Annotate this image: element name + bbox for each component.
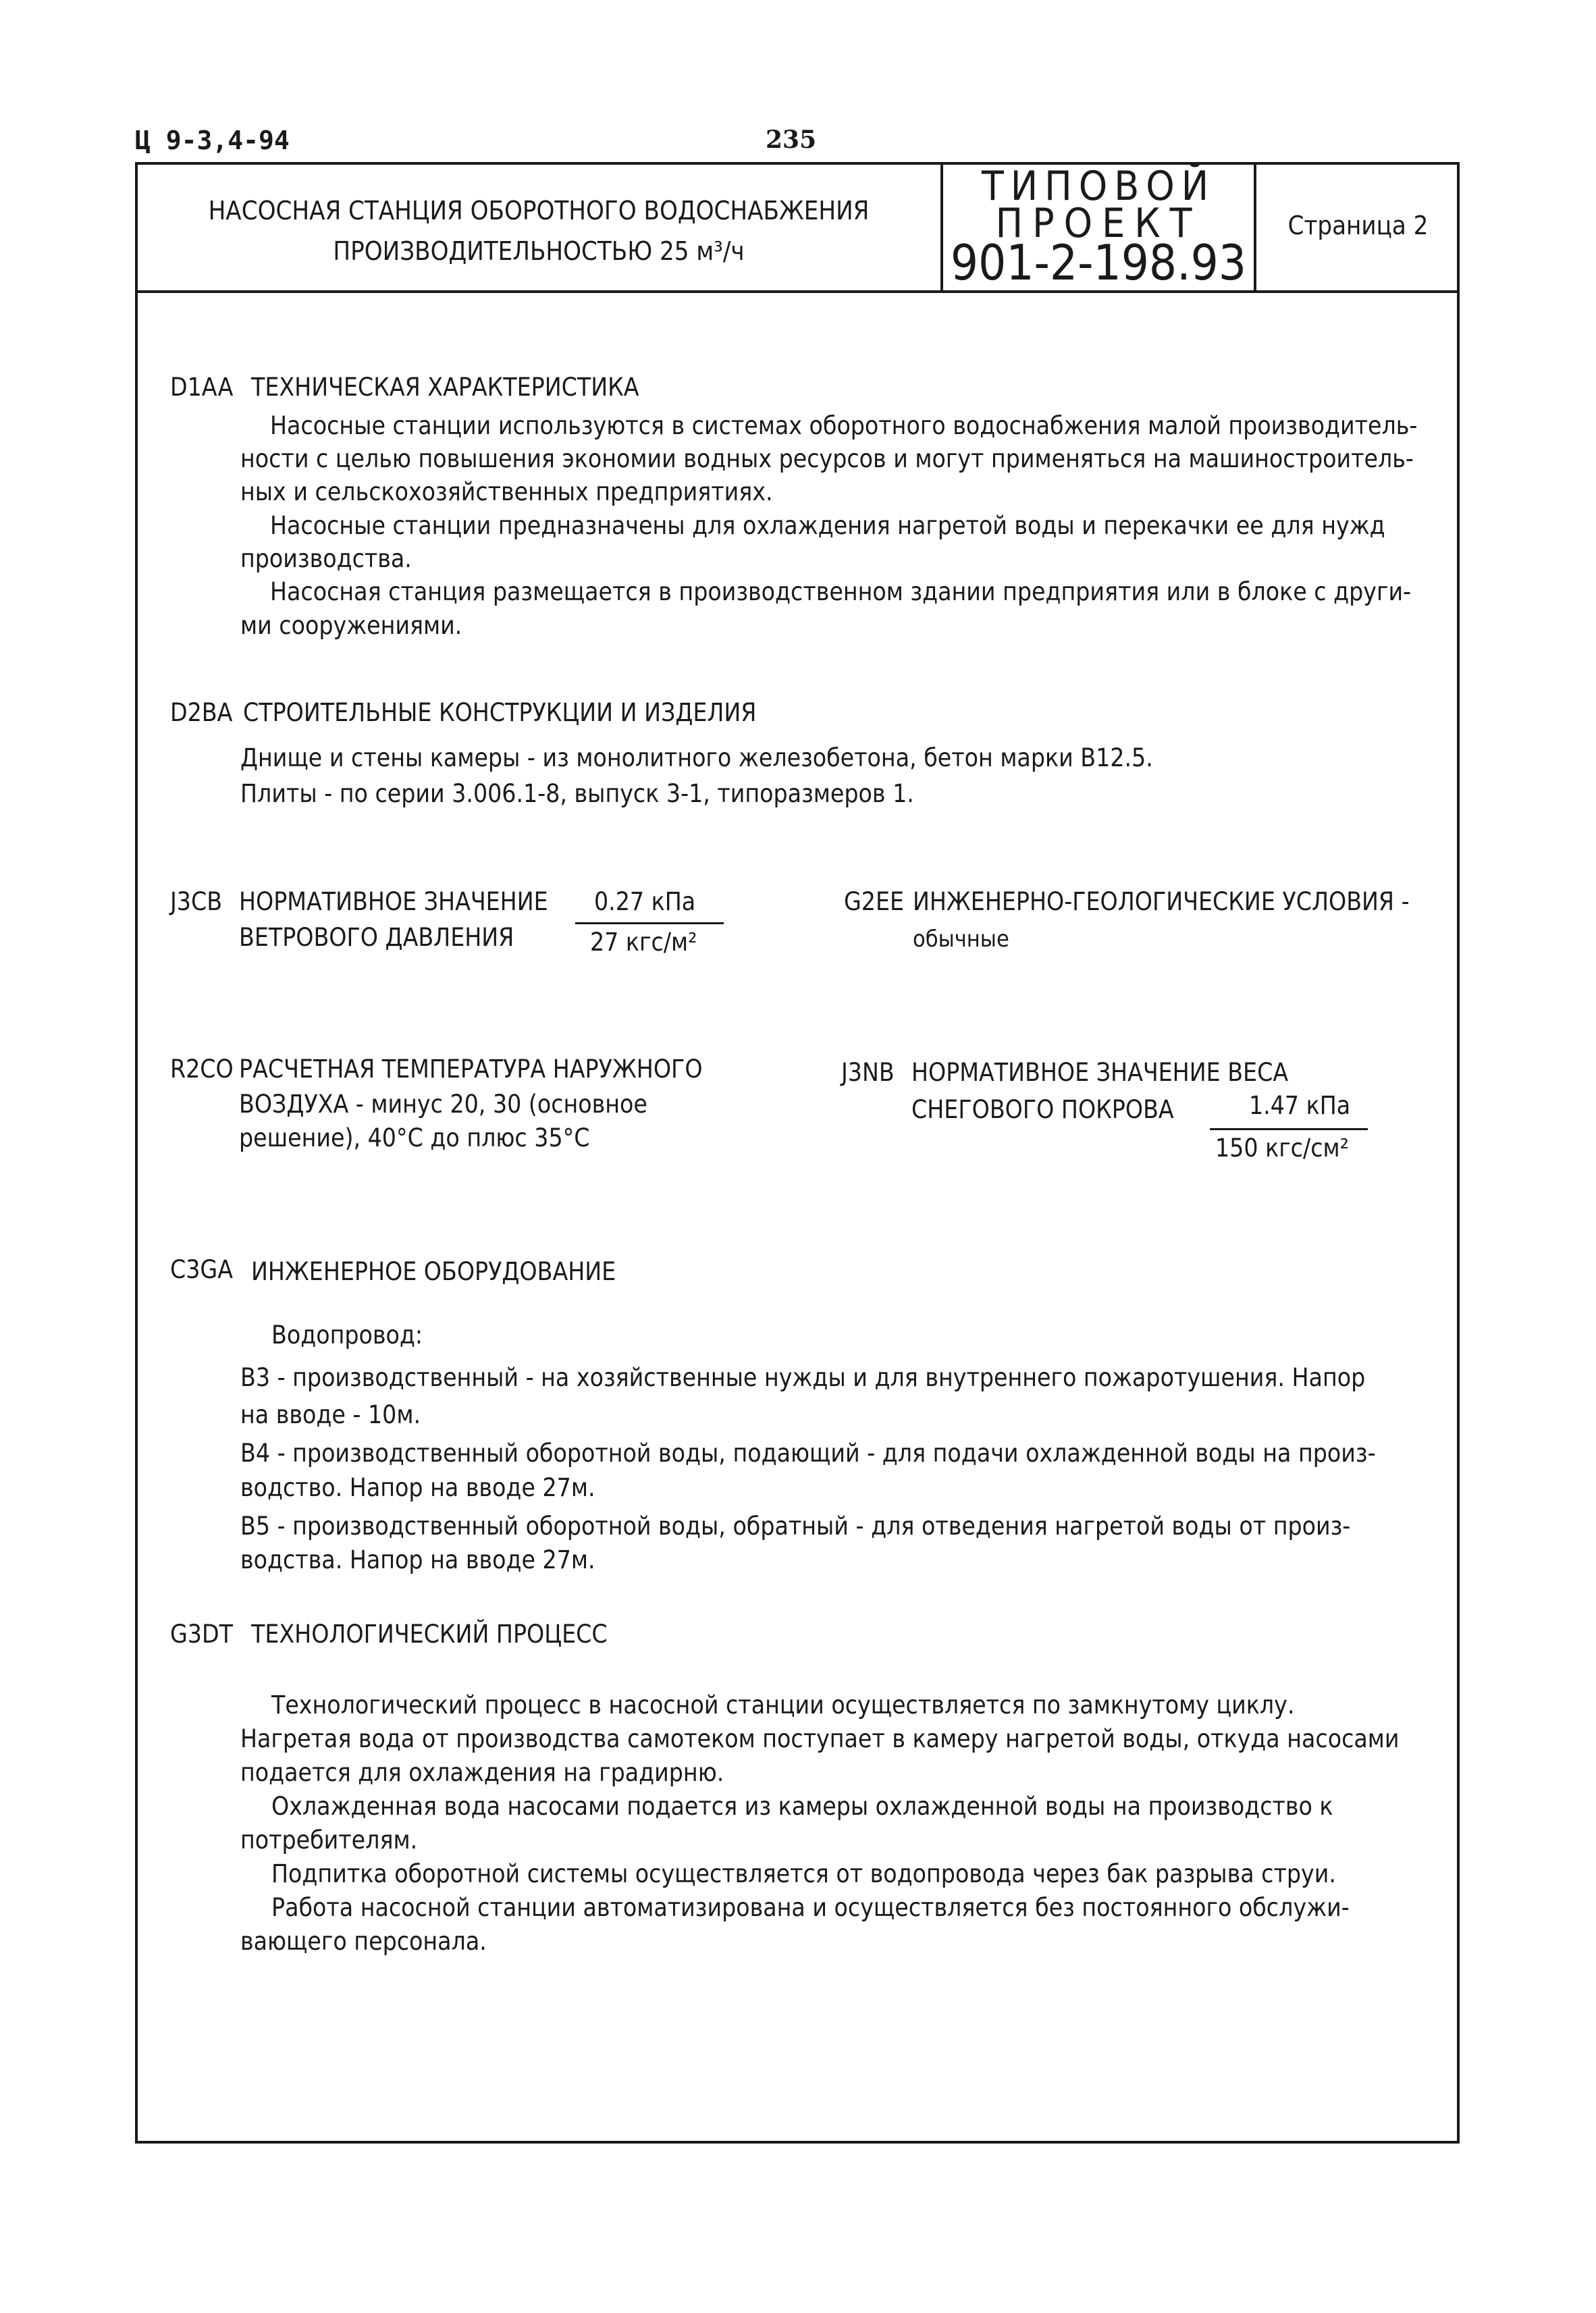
paragraph-line: ми сооружениями.	[240, 611, 462, 640]
wind-pressure-title-2: ВЕТРОВОГО ДАВЛЕНИЯ	[239, 923, 514, 952]
section-code-j3nb: J3NB	[841, 1058, 895, 1087]
paragraph-line: В3 - производственный - на хозяйственные нужды и для внутреннего пожаротушения. Напор	[240, 1363, 1366, 1392]
section-code-j3cb: J3CB	[170, 887, 223, 916]
wind-pressure-title-1: НОРМАТИВНОЕ ЗНАЧЕНИЕ	[239, 887, 548, 916]
section-code-d2ba: D2BA	[170, 698, 233, 727]
wind-pressure-value-kpa: 0.27 кПа	[594, 887, 696, 916]
project-number: 901-2-198.93	[950, 234, 1247, 291]
paragraph-line: подается для охлаждения на градирню.	[240, 1758, 724, 1787]
page-label: Страница 2	[1287, 211, 1429, 240]
paragraph-line: ных и сельскохозяйственных предприятиях.	[240, 477, 773, 506]
project-type-line-2: ПРОЕКТ	[995, 200, 1202, 247]
paragraph-line: Днище и стены камеры - из монолитного железобетона, бетон марки В12.5.	[240, 743, 1153, 772]
water-supply-label: Водопровод:	[271, 1321, 423, 1350]
wind-pressure-value-kgf: 27 кгс/м²	[590, 928, 697, 957]
section-code-d1aa: D1AA	[170, 373, 234, 402]
paragraph-line: Насосные станции предназначены для охлаждения нагретой воды и перекачки ее для нужд	[270, 511, 1385, 540]
wind-pressure-fraction-line	[575, 922, 724, 924]
paragraph-line: водство. Напор на вводе 27м.	[240, 1473, 595, 1502]
paragraph-line: производства.	[240, 544, 412, 573]
paragraph-line: Насосные станции используются в системах оборотного водоснабжения малой производитель-	[270, 411, 1418, 440]
temperature-line-3: решение), 40°С до плюс 35°С	[239, 1123, 590, 1152]
paragraph-line: потребителям.	[240, 1826, 418, 1855]
temperature-title: РАСЧЕТНАЯ ТЕМПЕРАТУРА НАРУЖНОГО	[239, 1055, 703, 1084]
document-title-line-2: ПРОИЗВОДИТЕЛЬНОСТЬЮ 25 м³/ч	[333, 236, 745, 266]
paragraph-line: В4 - производственный оборотной воды, подающий - для подачи охлажденной воды на произ-	[240, 1439, 1376, 1468]
snow-load-fraction-line	[1210, 1128, 1368, 1130]
paragraph-line: водства. Напор на вводе 27м.	[240, 1545, 595, 1574]
paragraph-line: Работа насосной станции автоматизирована и осуществляется без постоянного обслужи-	[271, 1893, 1350, 1922]
document-code: Ц 9-3,4-94	[135, 126, 290, 155]
paragraph-line: на вводе - 10м.	[240, 1400, 421, 1429]
snow-load-value-kgf: 150 кгс/см²	[1215, 1134, 1349, 1163]
snow-load-value-kpa: 1.47 кПа	[1249, 1091, 1351, 1120]
paragraph-line: вающего персонала.	[240, 1927, 487, 1956]
document-title-line-1: НАСОСНАЯ СТАНЦИЯ ОБОРОТНОГО ВОДОСНАБЖЕНИЯ	[208, 196, 870, 225]
section-title-process: ТЕХНОЛОГИЧЕСКИЙ ПРОЦЕСС	[251, 1620, 608, 1649]
project-type-line-1: ТИПОВОЙ	[981, 163, 1216, 210]
snow-load-title-2: СНЕГОВОГО ПОКРОВА	[911, 1095, 1174, 1124]
paragraph-line: Плиты - по серии 3.006.1-8, выпуск 3-1, типоразмеров 1.	[240, 779, 914, 808]
paragraph-line: Подпитка оборотной системы осуществляется от водопровода через бак разрыва струи.	[271, 1859, 1336, 1888]
page-number: 235	[766, 126, 817, 154]
geology-title: ИНЖЕНЕРНО-ГЕОЛОГИЧЕСКИЕ УСЛОВИЯ -	[913, 887, 1410, 916]
section-code-c3ga: C3GA	[170, 1255, 233, 1284]
paragraph-line: ности с целью повышения экономии водных ресурсов и могут применяться на машиностроитель-	[240, 444, 1414, 473]
geology-value: обычные	[913, 926, 1009, 953]
title-block-divider	[135, 290, 1460, 293]
paragraph-line: Насосная станция размещается в производственном здании предприятия или в блоке с други-	[270, 577, 1412, 606]
section-code-g3dt: G3DT	[170, 1620, 233, 1649]
paragraph-line: В5 - производственный оборотной воды, обратный - для отведения нагретой воды от произ-	[240, 1512, 1351, 1541]
section-title-technical: ТЕХНИЧЕСКАЯ ХАРАКТЕРИСТИКА	[251, 373, 639, 402]
section-code-g2ee: G2EE	[844, 887, 905, 916]
paragraph-line: Технологический процесс в насосной станции осуществляется по замкнутому циклу.	[271, 1691, 1295, 1720]
paragraph-line: Охлажденная вода насосами подается из камеры охлажденной воды на производство к	[271, 1792, 1333, 1821]
paragraph-line: Нагретая вода от производства самотеком поступает в камеру нагретой воды, откуда насосами	[240, 1724, 1400, 1753]
section-code-r2co: R2CO	[170, 1055, 234, 1084]
section-title-construction: СТРОИТЕЛЬНЫЕ КОНСТРУКЦИИ И ИЗДЕЛИЯ	[243, 698, 757, 727]
section-title-equipment: ИНЖЕНЕРНОЕ ОБОРУДОВАНИЕ	[251, 1257, 616, 1286]
temperature-line-2: ВОЗДУХА - минус 20, 30 (основное	[239, 1090, 647, 1119]
snow-load-title-1: НОРМАТИВНОЕ ЗНАЧЕНИЕ ВЕСА	[911, 1058, 1289, 1087]
